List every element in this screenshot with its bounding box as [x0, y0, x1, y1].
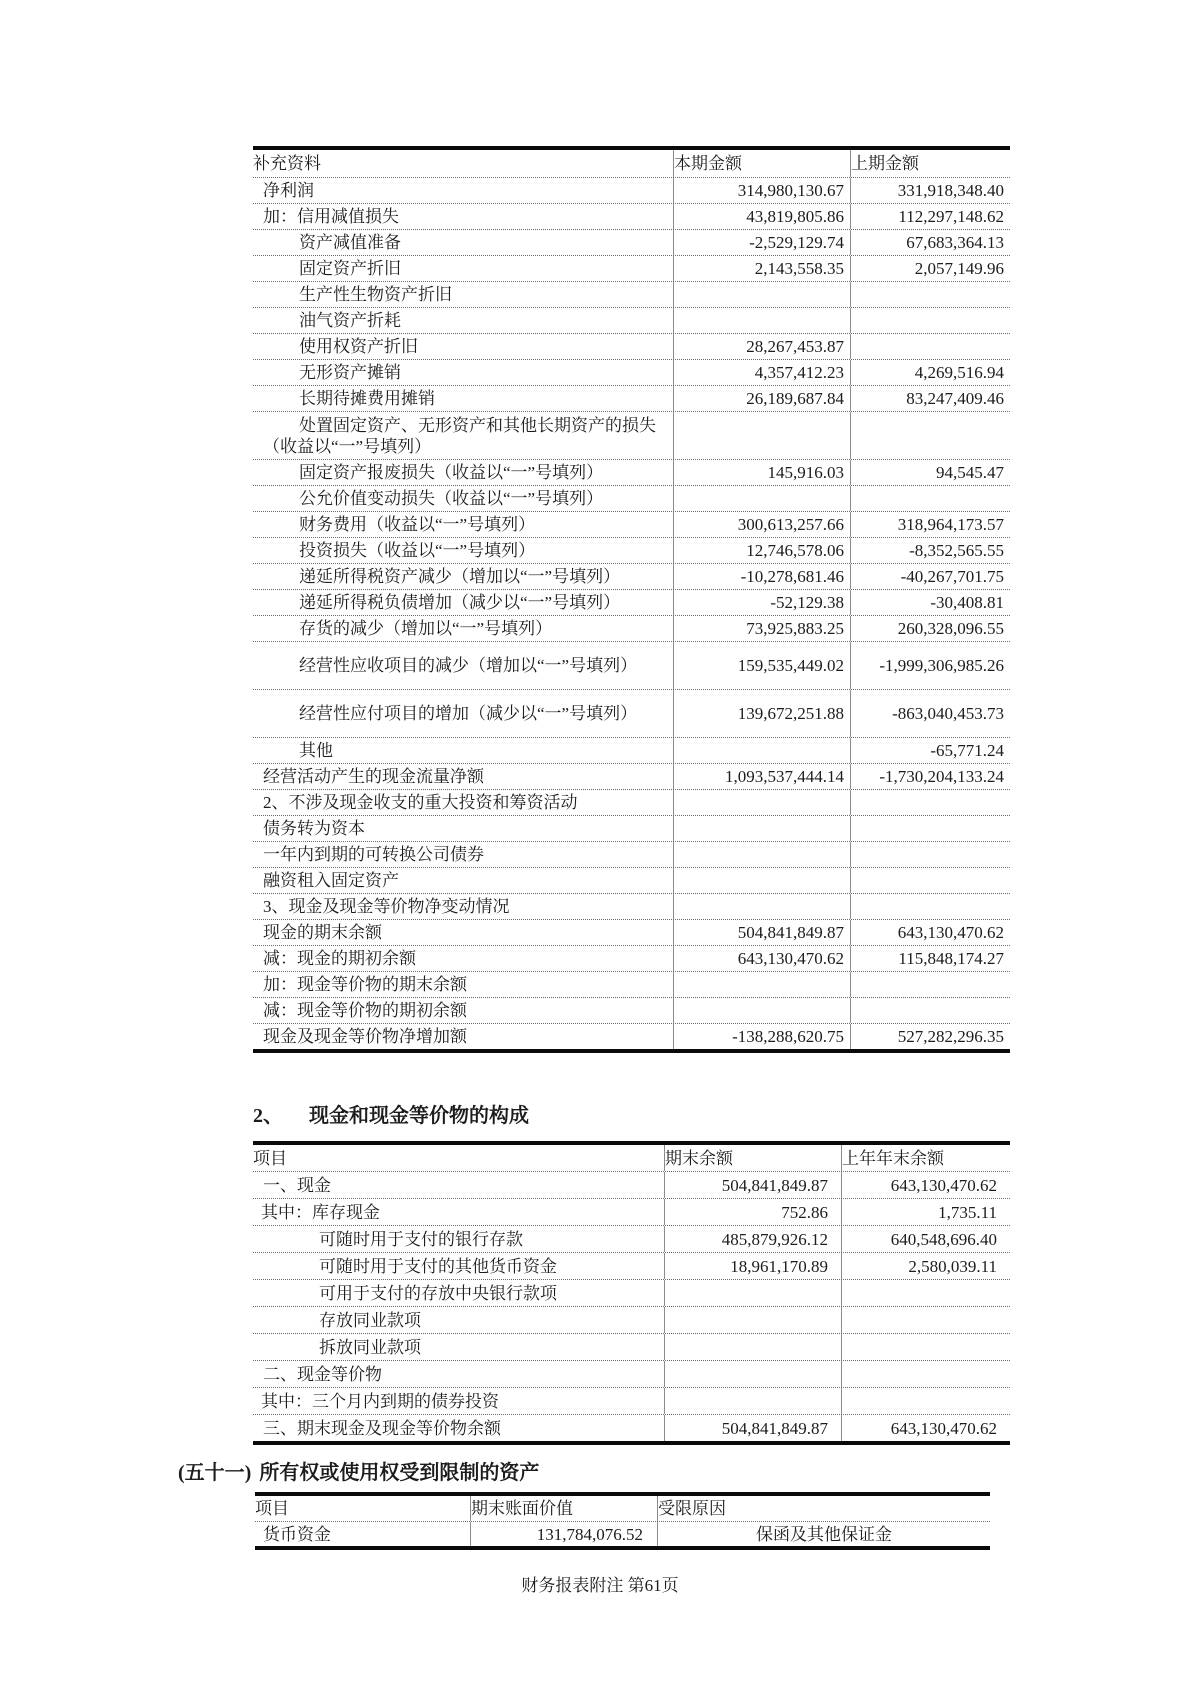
- row-current-value: [673, 308, 850, 333]
- row-label: 现金及现金等价物净增加额: [263, 1027, 467, 1046]
- row-current-value: [673, 412, 850, 459]
- row-prior-value: 2,057,149.96: [850, 256, 1010, 281]
- row-prior-value: 112,297,148.62: [850, 204, 1010, 229]
- row-prior-value: [841, 1307, 1010, 1333]
- row-current-value: -52,129.38: [673, 590, 850, 615]
- row-label: 3、现金及现金等价物净变动情况: [263, 897, 510, 916]
- row-label: 融资租入固定资产: [263, 871, 399, 890]
- section-title: 现金和现金等价物的构成: [309, 1105, 529, 1127]
- header-restriction-reason: 受限原因: [657, 1496, 990, 1521]
- section-number: (五十一): [178, 1462, 252, 1484]
- table-row: [253, 359, 1010, 385]
- row-current-value: 73,925,883.25: [673, 616, 850, 641]
- row-current-value: [664, 1388, 841, 1414]
- table-header-row: [253, 150, 1010, 177]
- table-row: [253, 893, 1010, 919]
- row-current-value: [673, 868, 850, 893]
- header-item: 项目: [255, 1499, 289, 1518]
- table-row: [253, 255, 1010, 281]
- row-prior-value: 1,735.11: [841, 1199, 1010, 1225]
- row-current-value: 28,267,453.87: [673, 334, 850, 359]
- table-row: [253, 1252, 1010, 1279]
- table-row: [253, 385, 1010, 411]
- row-current-value: 314,980,130.67: [673, 178, 850, 203]
- row-restriction-reason: 保函及其他保证金: [657, 1522, 990, 1546]
- row-value: 131,784,076.52: [470, 1522, 657, 1546]
- row-prior-value: [841, 1280, 1010, 1306]
- row-label: 使用权资产折旧: [299, 337, 418, 356]
- row-label: 二、现金等价物: [263, 1364, 382, 1384]
- row-prior-value: 83,247,409.46: [850, 386, 1010, 411]
- table-row: [253, 1333, 1010, 1360]
- row-label: 2、不涉及现金收支的重大投资和筹资活动: [263, 793, 578, 812]
- row-label: 其他: [299, 741, 333, 760]
- section-heading-cash-composition: [253, 1104, 529, 1128]
- row-current-value: [673, 790, 850, 815]
- row-label: 固定资产折旧: [299, 259, 401, 278]
- table-row: [253, 789, 1010, 815]
- table-row: [255, 1521, 990, 1546]
- row-label: 经营活动产生的现金流量净额: [263, 767, 484, 786]
- header-prior-year-end-balance: 上年年末余额: [841, 1145, 1010, 1171]
- table-row: [253, 867, 1010, 893]
- row-label: 生产性生物资产折旧: [299, 285, 452, 304]
- row-prior-value: [850, 334, 1010, 359]
- row-current-value: 2,143,558.35: [673, 256, 850, 281]
- row-prior-value: 94,545.47: [850, 460, 1010, 485]
- row-label: 经营性应收项目的减少（增加以“一”号填列）: [299, 656, 638, 675]
- row-prior-value: -8,352,565.55: [850, 538, 1010, 563]
- row-current-value: [673, 816, 850, 841]
- row-current-value: 4,357,412.23: [673, 360, 850, 385]
- table-row: [253, 1306, 1010, 1333]
- row-current-value: 643,130,470.62: [673, 946, 850, 971]
- row-current-value: 43,819,805.86: [673, 204, 850, 229]
- table-row: [253, 459, 1010, 485]
- row-current-value: 26,189,687.84: [673, 386, 850, 411]
- row-current-value: 1,093,537,444.14: [673, 764, 850, 789]
- row-label: 可用于支付的存放中央银行款项: [319, 1283, 557, 1303]
- row-current-value: 139,672,251.88: [673, 690, 850, 737]
- table-row: [253, 689, 1010, 737]
- row-label: 其中：三个月内到期的债券投资: [261, 1391, 499, 1411]
- row-prior-value: 643,130,470.62: [841, 1415, 1010, 1441]
- table-row: [253, 203, 1010, 229]
- row-current-value: [664, 1361, 841, 1387]
- row-current-value: [673, 738, 850, 763]
- table-row: [253, 589, 1010, 615]
- row-label: 油气资产折耗: [299, 311, 401, 330]
- row-label: 存货的减少（增加以“一”号填列）: [299, 619, 553, 638]
- table-row: [253, 485, 1010, 511]
- row-current-value: 504,841,849.87: [673, 920, 850, 945]
- row-prior-value: 527,282,296.35: [850, 1024, 1010, 1049]
- table-row: [253, 1387, 1010, 1414]
- row-label: 其中：库存现金: [261, 1202, 380, 1222]
- section-number: 2、: [253, 1105, 283, 1127]
- table-row: [253, 229, 1010, 255]
- row-label: 现金的期末余额: [263, 923, 382, 942]
- row-label: 经营性应付项目的增加（减少以“一”号填列）: [299, 704, 638, 723]
- table-row: [253, 971, 1010, 997]
- row-prior-value: 318,964,173.57: [850, 512, 1010, 537]
- section-title: 所有权或使用权受到限制的资产: [259, 1462, 540, 1484]
- row-current-value: [673, 486, 850, 511]
- row-prior-value: -40,267,701.75: [850, 564, 1010, 589]
- table-row: [253, 997, 1010, 1023]
- row-label: 可随时用于支付的其他货币资金: [319, 1256, 557, 1276]
- row-current-value: 145,916.03: [673, 460, 850, 485]
- table-row: [253, 281, 1010, 307]
- row-current-value: -10,278,681.46: [673, 564, 850, 589]
- row-prior-value: -1,999,306,985.26: [850, 642, 1010, 689]
- row-prior-value: [850, 998, 1010, 1023]
- table-row: [253, 1023, 1010, 1049]
- row-prior-value: [850, 308, 1010, 333]
- row-label: 债务转为资本: [263, 819, 365, 838]
- row-label: 减：现金的期初余额: [263, 949, 416, 968]
- row-prior-value: 115,848,174.27: [850, 946, 1010, 971]
- row-current-value: 485,879,926.12: [664, 1226, 841, 1252]
- header-ending-book-value: 期末账面价值: [470, 1496, 657, 1521]
- row-prior-value: [850, 816, 1010, 841]
- table-header-row: [255, 1496, 990, 1521]
- row-label: 递延所得税资产减少（增加以“一”号填列）: [299, 567, 621, 586]
- row-label: 可随时用于支付的银行存款: [319, 1229, 523, 1249]
- row-label: 财务费用（收益以“一”号填列）: [299, 515, 536, 534]
- header-current-amount: 本期金额: [673, 150, 850, 177]
- row-prior-value: -65,771.24: [850, 738, 1010, 763]
- row-current-value: 752.86: [664, 1199, 841, 1225]
- table-row: [253, 1171, 1010, 1198]
- row-prior-value: [841, 1334, 1010, 1360]
- row-label: 净利润: [263, 181, 314, 200]
- table-row: [253, 537, 1010, 563]
- header-prior-amount: 上期金额: [850, 150, 1010, 177]
- page-footer: 财务报表附注 第61页: [521, 1576, 679, 1595]
- supplementary-info-table: [253, 146, 1010, 1053]
- row-current-value: [673, 282, 850, 307]
- table-row: [253, 1279, 1010, 1306]
- row-current-value: [673, 894, 850, 919]
- row-current-value: 18,961,170.89: [664, 1253, 841, 1279]
- row-label: 处置固定资产、无形资产和其他长期资产的损失（收益以“一”号填列）: [263, 415, 656, 456]
- section-heading-restricted-assets: [178, 1461, 539, 1485]
- table-row: [253, 919, 1010, 945]
- row-label: 投资损失（收益以“一”号填列）: [299, 541, 536, 560]
- table-row: [253, 945, 1010, 971]
- table-row: [253, 307, 1010, 333]
- row-prior-value: -863,040,453.73: [850, 690, 1010, 737]
- row-current-value: [673, 972, 850, 997]
- row-prior-value: 640,548,696.40: [841, 1226, 1010, 1252]
- row-prior-value: 260,328,096.55: [850, 616, 1010, 641]
- row-label: 无形资产摊销: [299, 363, 401, 382]
- row-label: 加：信用减值损失: [263, 207, 399, 226]
- table-row: [253, 1225, 1010, 1252]
- row-label: 一、现金: [263, 1175, 331, 1195]
- table-row: [253, 615, 1010, 641]
- row-label: 存放同业款项: [319, 1310, 421, 1330]
- row-label: 长期待摊费用摊销: [299, 389, 435, 408]
- row-current-value: [664, 1280, 841, 1306]
- row-prior-value: [850, 868, 1010, 893]
- row-current-value: -138,288,620.75: [673, 1024, 850, 1049]
- restricted-assets-table: [255, 1492, 990, 1550]
- header-item: 项目: [253, 1148, 287, 1168]
- row-label: 拆放同业款项: [319, 1337, 421, 1357]
- row-label: 货币资金: [263, 1524, 331, 1544]
- table-row: [253, 411, 1010, 459]
- row-prior-value: -30,408.81: [850, 590, 1010, 615]
- table-row: [253, 641, 1010, 689]
- table-row: [253, 763, 1010, 789]
- row-label: 递延所得税负债增加（减少以“一”号填列）: [299, 593, 621, 612]
- row-label: 加：现金等价物的期末余额: [263, 975, 467, 994]
- row-prior-value: [850, 282, 1010, 307]
- row-label: 资产减值准备: [299, 233, 401, 252]
- row-prior-value: [841, 1361, 1010, 1387]
- row-current-value: 159,535,449.02: [673, 642, 850, 689]
- table-row: [253, 1360, 1010, 1387]
- table-row: [253, 1198, 1010, 1225]
- row-prior-value: [850, 486, 1010, 511]
- table-header-row: [253, 1145, 1010, 1171]
- row-current-value: [664, 1307, 841, 1333]
- row-prior-value: 643,130,470.62: [841, 1172, 1010, 1198]
- row-current-value: 12,746,578.06: [673, 538, 850, 563]
- header-ending-balance: 期末余额: [664, 1145, 841, 1171]
- row-prior-value: [850, 894, 1010, 919]
- row-prior-value: -1,730,204,133.24: [850, 764, 1010, 789]
- row-prior-value: 2,580,039.11: [841, 1253, 1010, 1279]
- table-row: [253, 563, 1010, 589]
- table-row: [253, 1414, 1010, 1441]
- header-supplementary-info: 补充资料: [253, 154, 321, 173]
- row-prior-value: [850, 790, 1010, 815]
- table-row: [253, 841, 1010, 867]
- row-prior-value: [841, 1388, 1010, 1414]
- row-prior-value: 331,918,348.40: [850, 178, 1010, 203]
- row-current-value: 504,841,849.87: [664, 1172, 841, 1198]
- row-label: 三、期末现金及现金等价物余额: [263, 1418, 501, 1438]
- row-current-value: [673, 998, 850, 1023]
- table-row: [253, 333, 1010, 359]
- row-prior-value: 643,130,470.62: [850, 920, 1010, 945]
- row-label: 一年内到期的可转换公司债券: [263, 845, 484, 864]
- table-row: [253, 815, 1010, 841]
- row-current-value: 300,613,257.66: [673, 512, 850, 537]
- table-row: [253, 511, 1010, 537]
- row-current-value: [673, 842, 850, 867]
- row-label: 公允价值变动损失（收益以“一”号填列）: [299, 489, 604, 508]
- row-current-value: [664, 1334, 841, 1360]
- row-current-value: 504,841,849.87: [664, 1415, 841, 1441]
- row-label: 减：现金等价物的期初余额: [263, 1001, 467, 1020]
- table-row: [253, 737, 1010, 763]
- row-prior-value: [850, 842, 1010, 867]
- row-current-value: -2,529,129.74: [673, 230, 850, 255]
- row-label: 固定资产报废损失（收益以“一”号填列）: [299, 463, 604, 482]
- row-prior-value: [850, 412, 1010, 459]
- row-prior-value: [850, 972, 1010, 997]
- table-row: [253, 177, 1010, 203]
- row-prior-value: 4,269,516.94: [850, 360, 1010, 385]
- cash-composition-table: [253, 1141, 1010, 1445]
- row-prior-value: 67,683,364.13: [850, 230, 1010, 255]
